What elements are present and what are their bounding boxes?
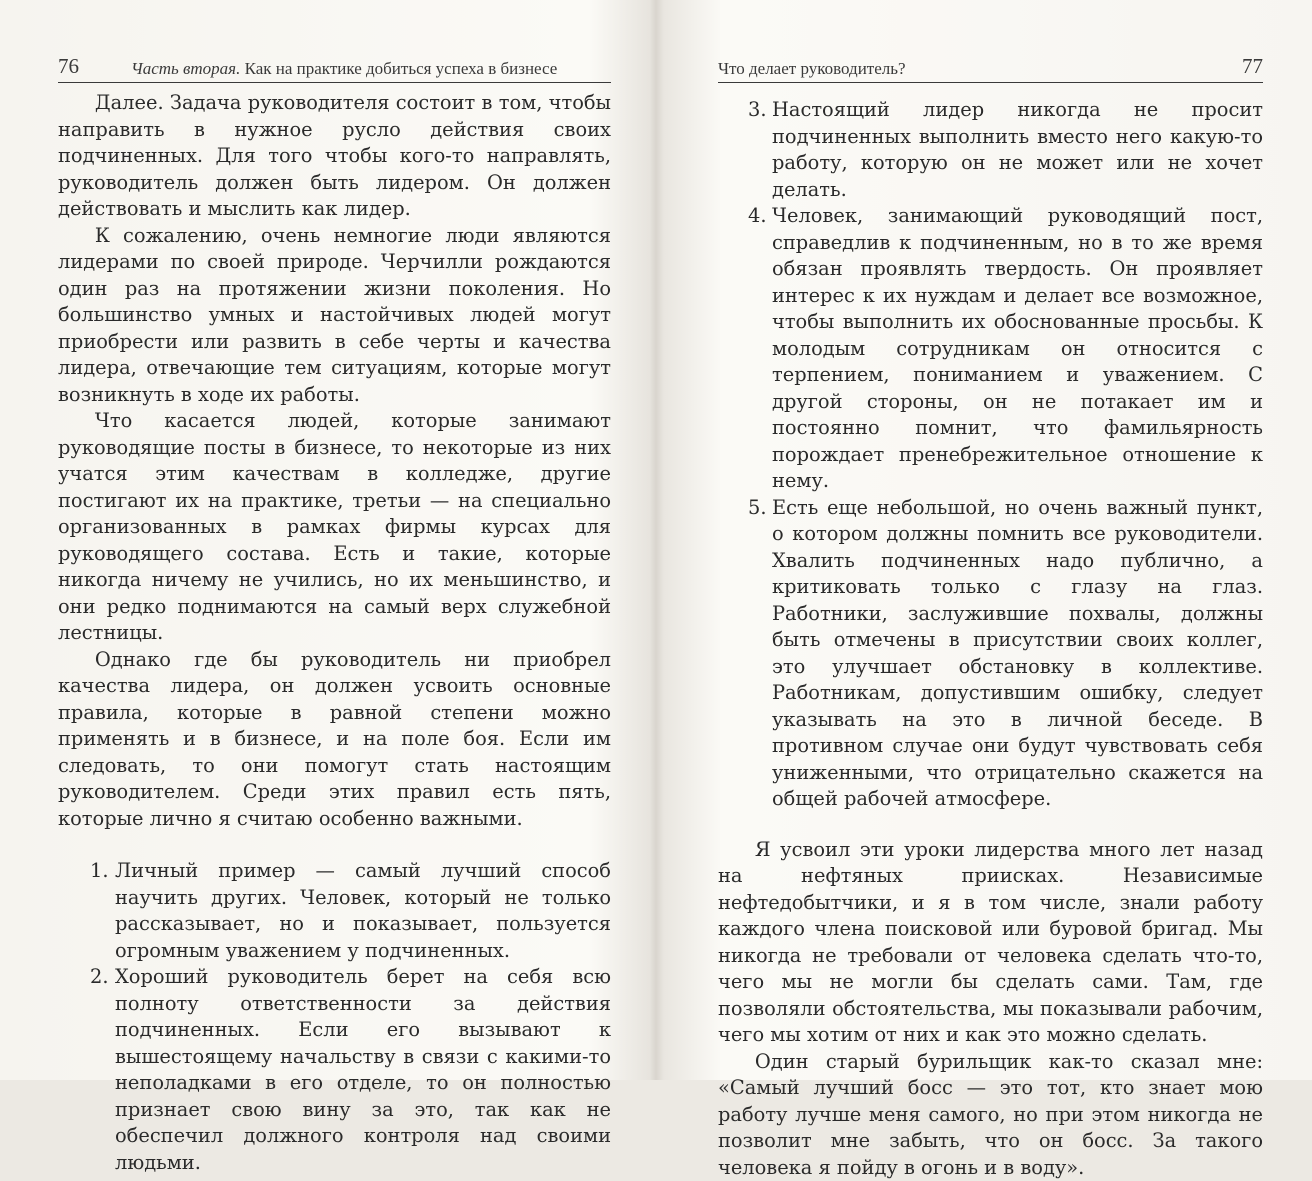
left-running-head xyxy=(58,56,611,83)
list-item-number: 4. xyxy=(748,203,767,230)
right-page xyxy=(718,0,1263,1080)
left-page xyxy=(58,0,611,1080)
list-item-text: Человек, занимающий руководящий пост, справедлив к подчиненным, но в то же время обязан проявлять твердость. Он проявляет интерес к их нуждам и делает все возможное, чтобы выполнить их обоснованные просьбы. К молодым сотрудникам он относится с терпением, пониманием и уважением. С другой стороны, он не потакает им и постоянно помнит, что фамильярность порождает пренебрежительное отношение к нему. xyxy=(772,204,1263,492)
paragraph: Однако где бы руководитель ни приобрел качества лидера, он должен усвоить основные правила, которые в равной степени можно применять и в бизнесе, и на поле боя. Если им следовать, то они помогут стать настоящим руководителем. Среди этих правил есть пять, которые лично я считаю особенно важными. xyxy=(58,647,611,833)
paragraph: Далее. Задача руководителя состоит в том, чтобы направить в нужное русло действия своих подчиненных. Для того чтобы кого-то направлять, руководитель должен быть лидером. Он должен действовать и мыслить как лидер. xyxy=(58,90,611,223)
list-item xyxy=(718,97,1263,203)
list-item-number: 5. xyxy=(748,495,767,522)
right-running-head xyxy=(718,56,1263,83)
left-page-body xyxy=(58,90,611,1176)
list-item xyxy=(58,964,611,1176)
page-number: 77 xyxy=(1242,53,1263,79)
list-item-number: 3. xyxy=(748,97,767,124)
list-item xyxy=(718,203,1263,495)
right-page-body xyxy=(718,97,1263,1181)
paragraph: Я усвоил эти уроки лидерства много лет назад на нефтяных приисках. Независимые нефтедобытчики, и я в том числе, знали работу каждого члена поисковой или буровой бригад. Мы никогда не требовали от человека сделать что-то, чего мы не могли бы сделать сами. Там, где позволяли обстоятельства, мы показывали рабочим, чего мы хотим от них и как это можно сделать. xyxy=(718,837,1263,1049)
running-head-title: Как на практике добиться успеха в бизнесе xyxy=(245,59,558,78)
list-item-text: Хороший руководитель берет на себя всю полноту ответственности за действия подчиненных. Если его вызывают к вышестоящему начальству в связи с какими-то неполадками в его отделе, то он полностью признает свою вину за это, так как не обеспечил должного контроля над своими людьми. xyxy=(115,965,611,1174)
list-item-text: Настоящий лидер никогда не просит подчиненных выполнить вместо него какую-то работу, которую он не может или не хочет делать. xyxy=(772,98,1263,201)
list-item-text: Есть еще небольшой, но очень важный пункт, о котором должны помнить все руководители. Хвалить подчиненных надо публично, а критиковать только с глазу на глаз. Работники, заслужившие похвалы, должны быть отмечены в присутствии своих коллег, это улучшает обстановку в коллективе. Работникам, допустившим ошибку, следует указывать на это в личной беседе. В противном случае они будут чувствовать себя униженными, что отрицательно скажется на общей рабочей атмосфере. xyxy=(772,496,1263,811)
paragraph: Один старый бурильщик как-то сказал мне: «Самый лучший босс — это тот, кто знает мою работу лучше меня самого, но при этом никогда не позволит мне забыть, что он босс. За такого человека я пойду в огонь и в воду». xyxy=(718,1049,1263,1181)
running-head-part: Часть вторая. xyxy=(131,59,240,78)
numbered-list xyxy=(58,858,611,1176)
list-item-text: Личный пример — самый лучший способ научить других. Человек, который не только рассказывает, но и показывает, пользуется огромным уважением у подчиненных. xyxy=(115,859,611,962)
list-item xyxy=(718,495,1263,813)
numbered-list xyxy=(718,97,1263,813)
running-head-title: Что делает руководитель? xyxy=(718,56,906,82)
paragraph: К сожалению, очень немногие люди являются лидерами по своей природе. Черчилли рождаются один раз на протяжении жизни поколения. Но большинство умных и настойчивых людей могут приобрести или развить в себе черты и качества лидера, отвечающие тем ситуациям, которые могут возникнуть в ходе их работы. xyxy=(58,223,611,409)
page-number: 76 xyxy=(58,53,79,79)
running-head-text xyxy=(131,56,557,82)
list-item-number: 2. xyxy=(90,964,109,991)
list-item xyxy=(58,858,611,964)
list-item-number: 1. xyxy=(90,858,109,885)
paragraph: Что касается людей, которые занимают руководящие посты в бизнесе, то некоторые из них учатся этим качествам в колледже, другие постигают их на практике, третьи — на специально организованных в рамках фирмы курсах для руководящего состава. Есть и такие, которые никогда ничему не учились, но их меньшинство, и они редко поднимаются на самый верх служебной лестницы. xyxy=(58,408,611,647)
